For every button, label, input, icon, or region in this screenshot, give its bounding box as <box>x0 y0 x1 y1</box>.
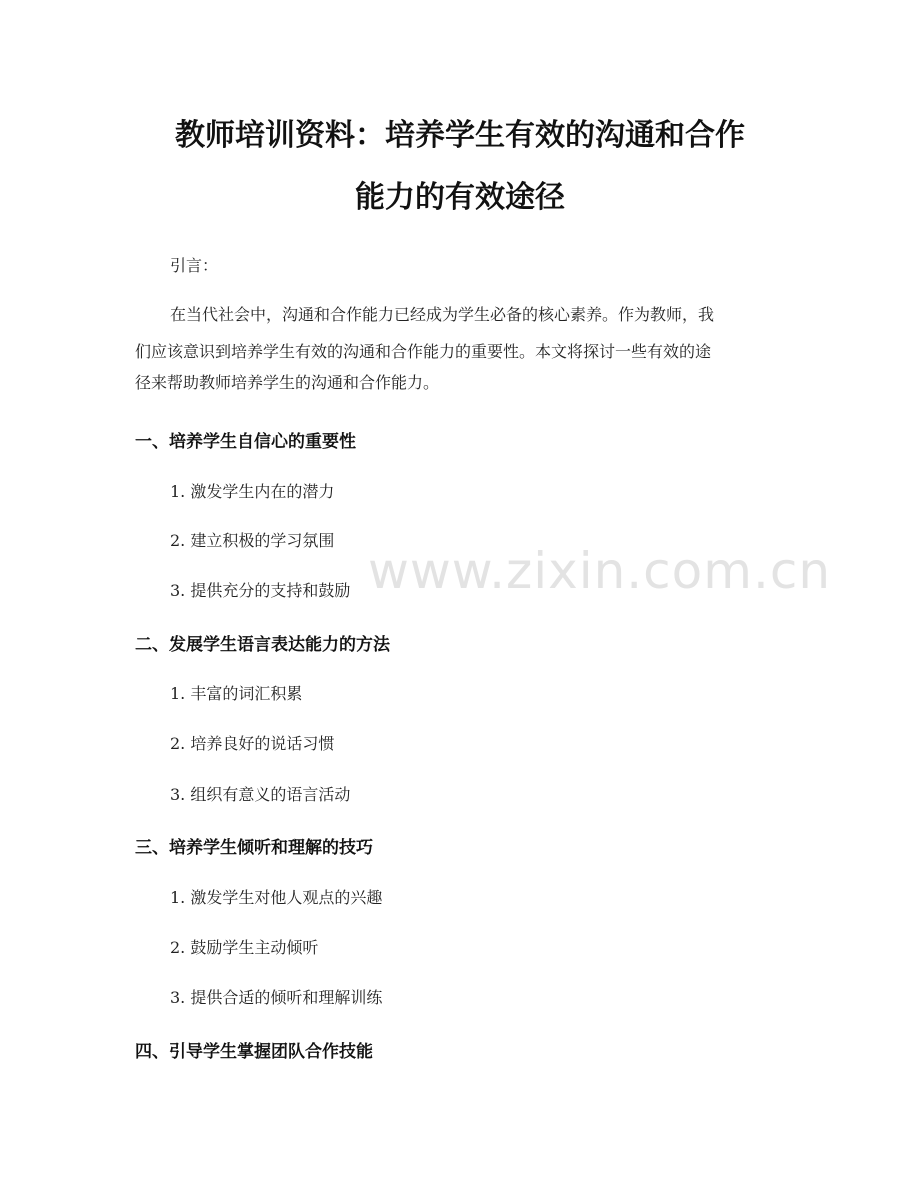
section-1-item-2: 2. 建立积极的学习氛围 <box>170 531 335 550</box>
section-2-item-1: 1. 丰富的词汇积累 <box>170 684 303 703</box>
section-3-item-2: 2. 鼓励学生主动倾听 <box>170 938 319 957</box>
section-1-item-1: 1. 激发学生内在的潜力 <box>170 482 335 501</box>
section-heading-4: 四、引导学生掌握团队合作技能 <box>135 1042 373 1062</box>
section-heading-1: 一、培养学生自信心的重要性 <box>135 432 356 452</box>
section-1-item-3: 3. 提供充分的支持和鼓励 <box>170 581 351 600</box>
section-heading-3: 三、培养学生倾听和理解的技巧 <box>135 838 373 858</box>
intro-paragraph-line-2: 们应该意识到培养学生有效的沟通和合作能力的重要性。本文将探讨一些有效的途 <box>135 342 712 361</box>
watermark: www.zixin.com.cn <box>368 542 832 600</box>
section-heading-2: 二、发展学生语言表达能力的方法 <box>135 635 390 655</box>
intro-paragraph-line-1: 在当代社会中，沟通和合作能力已经成为学生必备的核心素养。作为教师，我 <box>170 305 715 324</box>
document-title-line-1: 教师培训资料：培养学生有效的沟通和合作 <box>175 118 745 153</box>
intro-paragraph-line-3: 径来帮助教师培养学生的沟通和合作能力。 <box>135 373 440 392</box>
section-3-item-3: 3. 提供合适的倾听和理解训练 <box>170 988 383 1007</box>
section-2-item-2: 2. 培养良好的说话习惯 <box>170 734 335 753</box>
intro-label: 引言： <box>170 256 219 275</box>
section-3-item-1: 1. 激发学生对他人观点的兴趣 <box>170 888 383 907</box>
section-2-item-3: 3. 组织有意义的语言活动 <box>170 785 351 804</box>
document-title-line-2: 能力的有效途径 <box>355 180 565 215</box>
